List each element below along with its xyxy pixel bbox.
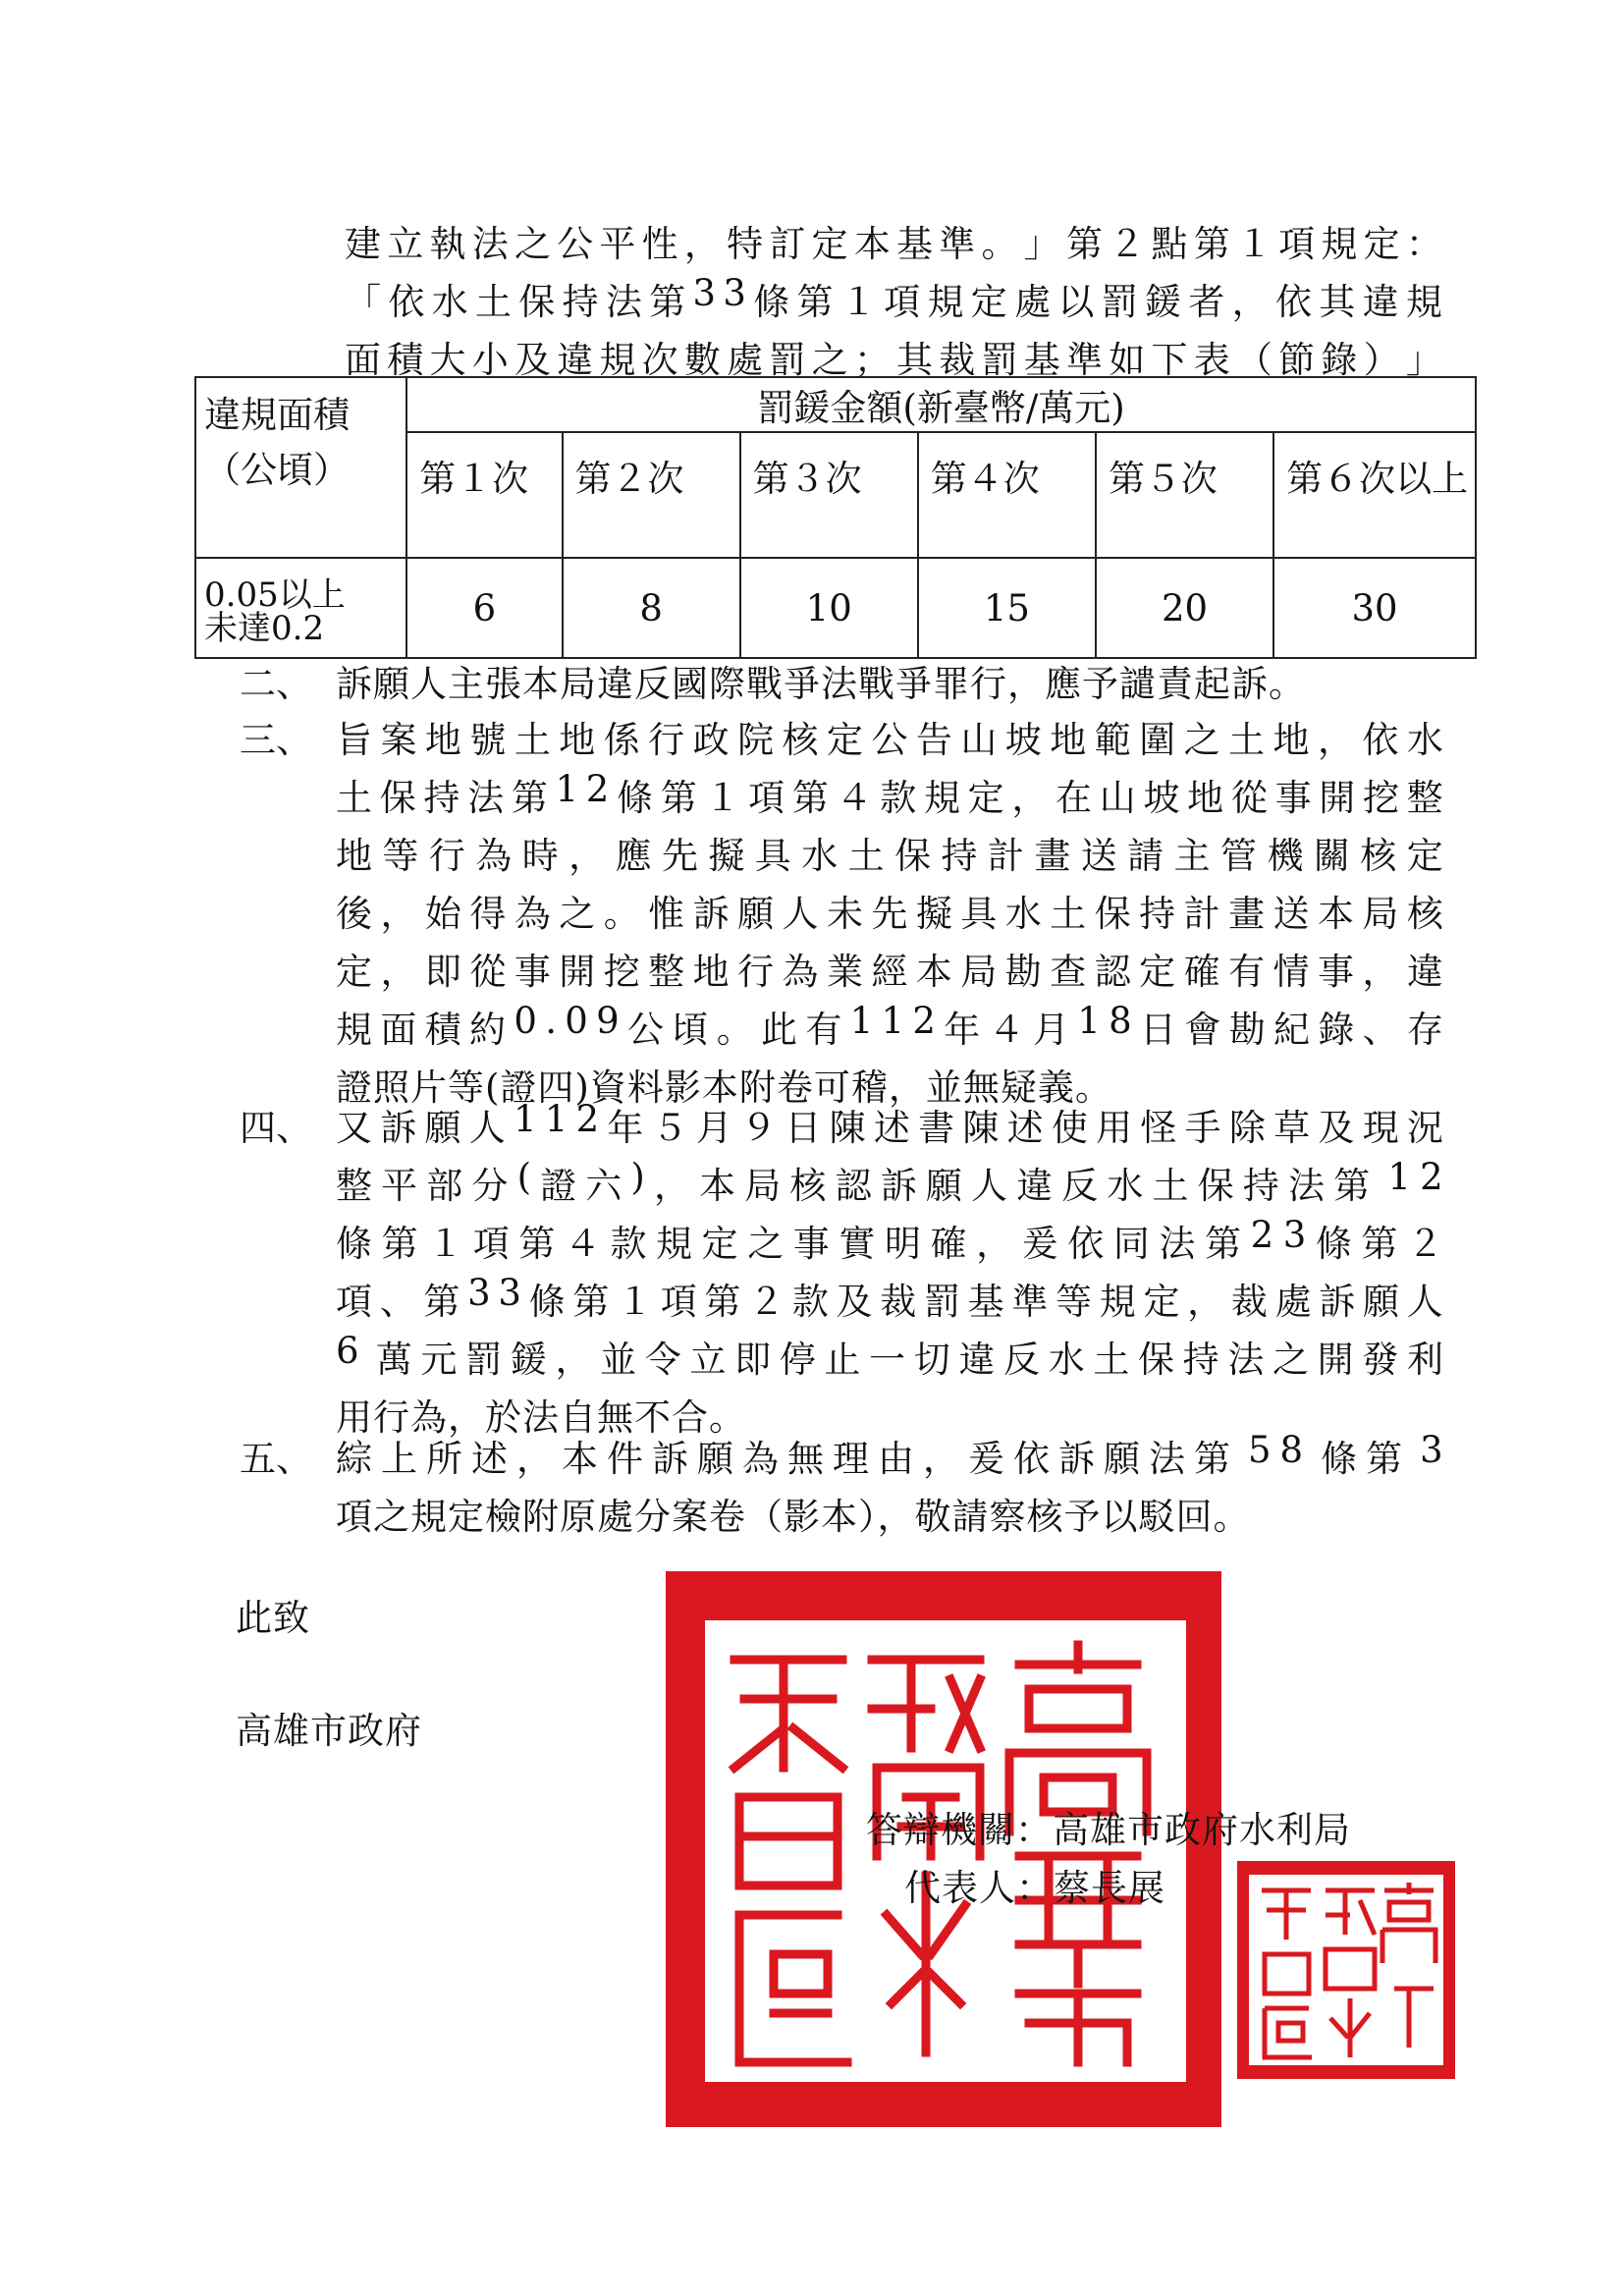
section-3-line-3: 地 等 行 為 時 ， 應 先 擬 具 水 土 保 持 計 畫 送 請 主 管 機 關 核 定 <box>336 835 1443 877</box>
count-header-5: 第５次 <box>1096 432 1273 558</box>
fine-value-6: 30 <box>1273 558 1476 658</box>
section-3-line-4: 後 ， 始 得 為 之 。 惟 訴 願 人 未 先 擬 具 水 土 保 持 計 畫 送 本 局 核 <box>336 893 1443 935</box>
representative-name: 蔡長展 <box>1054 1867 1165 1909</box>
intro-line-3: 面 積 大 小 及 違 規 次 數 處 罰 之 ； 其 裁 罰 基 準 如 下 表 （ 節 錄 ） 」 <box>345 339 1442 381</box>
section-3-line-7: 證照片等(證四)資料影本附卷可稽，並無疑義。 <box>336 1066 1112 1109</box>
count-header-6: 第６次以上 <box>1273 432 1476 558</box>
intro-line-2: 「 依 水 土 保 持 法 第 3 3 條 第 １ 項 規 定 處 以 罰 鍰 者 ， 依 其 違 規 <box>345 272 1442 323</box>
fine-schedule-table <box>194 376 1477 659</box>
salutation: 此致 <box>236 1597 310 1639</box>
recipient: 高雄市政府 <box>236 1710 422 1752</box>
count-header-2: 第２次 <box>563 432 740 558</box>
area-row-cell <box>195 558 406 658</box>
fine-value-5: 20 <box>1096 558 1273 658</box>
section-4-line-3: 條 第 １ 項 第 ４ 款 規 定 之 事 實 明 確 ， 爰 依 同 法 第 2 3 條 第 ２ <box>336 1214 1443 1265</box>
section-3-line-1: 旨 案 地 號 土 地 係 行 政 院 核 定 公 告 山 坡 地 範 圍 之 土 地 ， 依 水 <box>336 719 1443 761</box>
count-header-3: 第３次 <box>740 432 918 558</box>
section-4-line-1: 又 訴 願 人 1 1 2 年 ５ 月 ９ 日 陳 述 書 陳 述 使 用 怪 手 除 草 及 現 況 <box>336 1098 1443 1149</box>
section-3-line-2: 土 保 持 法 第 1 2 條 第 １ 項 第 ４ 款 規 定 ， 在 山 坡 地 從 事 開 挖 整 <box>336 768 1443 819</box>
area-header-line2: （公頃） <box>204 449 350 491</box>
section-3-marker: 三、 <box>240 719 312 761</box>
section-2-line-1: 訴願人主張本局違反國際戰爭法戰爭罪行，應予譴責起訴。 <box>336 663 1306 705</box>
section-2-marker: 二、 <box>240 663 312 705</box>
section-5-marker: 五、 <box>240 1438 312 1480</box>
representative-line <box>904 1858 1165 1911</box>
section-4-line-6: 用行為，於法自無不合。 <box>336 1396 746 1439</box>
section-5-line-2: 項之規定檢附原處分案卷（影本），敬請察核予以駁回。 <box>336 1496 1251 1538</box>
representative-seal-small <box>1237 1861 1455 2079</box>
area-row-line2: 未達0.2 <box>204 609 325 648</box>
fine-value-3: 10 <box>740 558 918 658</box>
area-header-cell <box>195 377 406 558</box>
section-4-line-5: 6 萬 元 罰 鍰 ， 並 令 立 即 停 止 一 切 違 反 水 土 保 持 法 之 開 發 利 <box>336 1330 1443 1381</box>
agency-line <box>866 1800 1351 1853</box>
intro-line-1: 建 立 執 法 之 公 平 性 ， 特 訂 定 本 基 準 。 」 第 ２ 點 第 １ 項 規 定 ： <box>345 223 1442 265</box>
section-3-line-6: 規 面 積 約 0 . 0 9 公 頃 。 此 有 1 1 2 年 ４ 月 1 8 日 會 勘 紀 錄 、 存 <box>336 1000 1443 1051</box>
section-4-line-4: 項 、 第 3 3 條 第 １ 項 第 ２ 款 及 裁 罰 基 準 等 規 定 ， 裁 處 訴 願 人 <box>336 1272 1443 1323</box>
fine-value-2: 8 <box>563 558 740 658</box>
section-4-marker: 四、 <box>240 1107 312 1149</box>
representative-label: 代表人： <box>904 1867 1054 1909</box>
section-5-line-1: 綜 上 所 述 ， 本 件 訴 願 為 無 理 由 ， 爰 依 訴 願 法 第 5 8 條 第 3 <box>336 1429 1443 1480</box>
agency-name: 高雄市政府水利局 <box>1053 1809 1351 1851</box>
area-row-line1: 0.05以上 <box>204 575 346 615</box>
amount-header-cell: 罰鍰金額(新臺幣/萬元) <box>406 377 1476 432</box>
section-3-line-5: 定 ， 即 從 事 開 挖 整 地 行 為 業 經 本 局 勘 查 認 定 確 有 情 事 ， 違 <box>336 951 1443 993</box>
count-header-4: 第４次 <box>918 432 1096 558</box>
fine-value-4: 15 <box>918 558 1096 658</box>
area-header-line1: 違規面積 <box>204 394 350 436</box>
count-header-1: 第１次 <box>406 432 562 558</box>
fine-value-1: 6 <box>406 558 562 658</box>
agency-label: 答辯機關： <box>866 1809 1053 1851</box>
section-4-line-2: 整 平 部 分 ( 證 六 ) ， 本 局 核 認 訴 願 人 違 反 水 土 保 持 法 第 1 2 <box>336 1156 1443 1207</box>
